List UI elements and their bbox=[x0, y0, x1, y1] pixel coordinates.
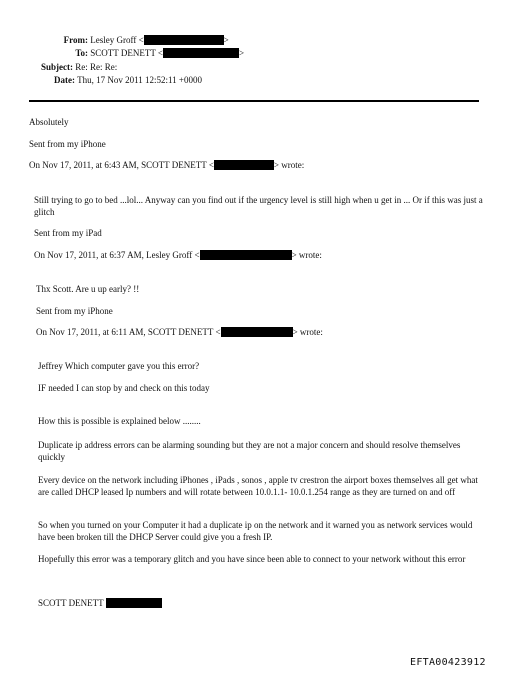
redaction-block bbox=[200, 250, 292, 260]
quoted-paragraph: How this is possible is explained below ........ bbox=[38, 416, 201, 426]
from-label: From: bbox=[63, 35, 88, 45]
quote-header: On Nov 17, 2011, at 6:37 AM, Lesley Groff < > wrote: bbox=[34, 250, 322, 260]
quoted-paragraph: Still trying to go to bed ...lol... Anyway can you find out if the urgency level is still high when u get in ... Or if this was just a glitch bbox=[34, 195, 483, 217]
signature-line: Sent from my iPhone bbox=[36, 306, 113, 316]
subject-row bbox=[18, 62, 117, 72]
quoted-paragraph: So when you turned on your Computer it had a duplicate ip on the network and it warned you as network services would have been broken till the DHCP Server could give you a fresh IP. bbox=[38, 520, 473, 542]
signature: SCOTT DENETT bbox=[38, 598, 162, 608]
bates-number: EFTA00423912 bbox=[410, 657, 486, 668]
quoted-paragraph: Duplicate ip address errors can be alarming sounding but they are not a major concern and should resolve themselves quickly bbox=[38, 440, 461, 462]
quoted-paragraph: Every device on the network including iPhones , iPads , sonos , apple tv crestron the airport boxes themselves all get what are called DHCP leased Ip numbers and will rotate between 10.0.1.1- 10.0.1.254 range as they are turned on and off bbox=[38, 475, 478, 497]
quote-header: On Nov 17, 2011, at 6:11 AM, SCOTT DENETT < > wrote: bbox=[36, 327, 323, 337]
header-divider bbox=[29, 100, 479, 102]
subject-value: Re: Re: Re: bbox=[75, 62, 118, 72]
to-row: To: SCOTT DENETT < > bbox=[18, 48, 244, 58]
signature-line: Sent from my iPad bbox=[34, 228, 102, 238]
date-row bbox=[18, 75, 202, 85]
date-label: Date: bbox=[54, 75, 75, 85]
quoted-paragraph: IF needed I can stop by and check on this today bbox=[38, 383, 210, 393]
quoted-paragraph: Jeffrey Which computer gave you this error? bbox=[38, 361, 200, 371]
to-label: To: bbox=[75, 48, 88, 58]
to-value: SCOTT DENETT < bbox=[90, 48, 163, 58]
quote-header: On Nov 17, 2011, at 6:43 AM, SCOTT DENETT < > wrote: bbox=[29, 160, 305, 170]
quoted-paragraph: Thx Scott. Are u up early? !! bbox=[36, 284, 140, 294]
quoted-paragraph: Hopefully this error was a temporary glitch and you have since been able to connect to your network without this error bbox=[38, 554, 466, 564]
date-value: Thu, 17 Nov 2011 12:52:11 +0000 bbox=[77, 75, 202, 85]
from-row: From: Lesley Groff < > bbox=[18, 35, 229, 45]
subject-label: Subject: bbox=[41, 62, 73, 72]
from-value: Lesley Groff < bbox=[90, 35, 144, 45]
redaction-block bbox=[144, 35, 224, 45]
reply-text: Absolutely bbox=[29, 117, 69, 127]
signature-line: Sent from my iPhone bbox=[29, 139, 106, 149]
redaction-block bbox=[221, 327, 293, 337]
redaction-block bbox=[106, 598, 162, 608]
redaction-block bbox=[163, 48, 239, 58]
redaction-block bbox=[214, 160, 274, 170]
